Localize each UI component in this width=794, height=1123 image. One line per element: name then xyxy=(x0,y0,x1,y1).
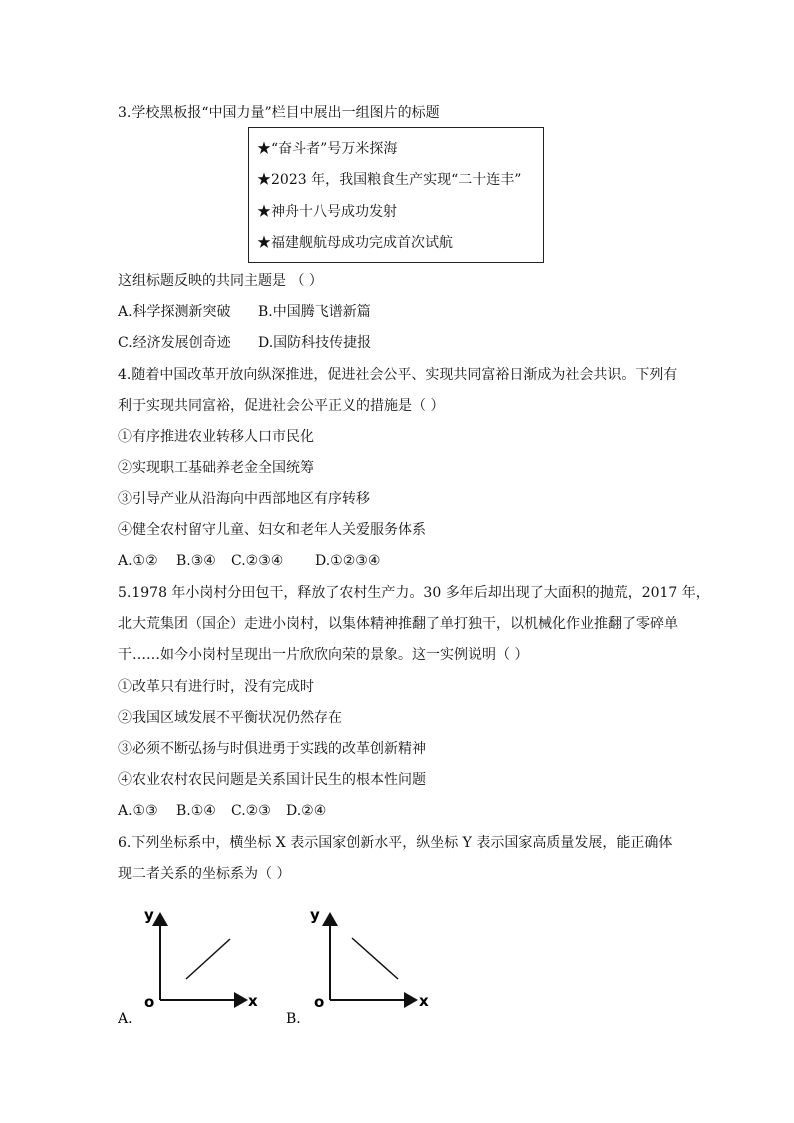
q4-item-4: ④健全农村留守儿童、妇女和老年人关爱服务体系 xyxy=(118,522,426,538)
q3-option-d[interactable]: D.国防科技传捷报 xyxy=(258,335,372,351)
q3-option-c[interactable]: C.经济发展创奇迹 xyxy=(118,335,231,351)
q3-box-item-4: ★福建舰航母成功完成首次试航 xyxy=(257,235,453,251)
q3-box-item-3: ★神舟十八号成功发射 xyxy=(257,204,397,220)
q5-option-d[interactable]: D.②④ xyxy=(286,803,327,819)
q5-stem-line-1: 5.1978 年小岗村分田包干，释放了农村生产力。30 多年后却出现了大面积的抛荒，2017 年， xyxy=(118,585,710,601)
increasing-line xyxy=(186,939,230,979)
q3-options-row-2 xyxy=(118,334,371,352)
decreasing-line xyxy=(352,938,398,979)
q5-stem-line-2: 北大荒集团（国企）走进小岗村，以集体精神推翻了单打独干，以机械化作业推翻了零碎单 xyxy=(118,616,678,632)
q5-item-2: ②我国区域发展不平衡状况仍然存在 xyxy=(118,710,342,726)
q6-graph-a xyxy=(118,900,268,1030)
q5-options xyxy=(118,802,326,820)
q5-option-b[interactable]: B.①④ xyxy=(176,803,216,819)
q4-stem-line-2: 利于实现共同富裕，促进社会公平正义的措施是（ ） xyxy=(118,398,445,414)
q5-stem-line-3: 干……如今小岗村呈现出一片欣欣向荣的景象。这一实例说明（ ） xyxy=(118,647,529,663)
q3-box-item-2: ★2023 年，我国粮食生产实现“二十连丰” xyxy=(257,172,522,188)
origin-label: o xyxy=(314,993,325,1011)
q5-item-1: ①改革只有进行时，没有完成时 xyxy=(118,679,314,695)
q6-stem-line-1: 6.下列坐标系中，横坐标 X 表示国家创新水平，纵坐标 Y 表示国家高质量发展，能正确体 xyxy=(118,835,673,851)
origin-label: o xyxy=(144,993,155,1011)
y-axis-label: y xyxy=(310,906,320,924)
x-axis-label: x xyxy=(248,992,258,1010)
q5-option-c[interactable]: C.②③ xyxy=(231,803,271,819)
q4-item-3: ③引导产业从沿海向中西部地区有序转移 xyxy=(118,491,370,507)
q4-item-1: ①有序推进农业转移人口市民化 xyxy=(118,429,314,445)
q3-stem: 3.学校黑板报“中国力量”栏目中展出一组图片的标题 xyxy=(118,105,440,121)
q5-option-a[interactable]: A.①③ xyxy=(118,803,158,819)
y-axis-label: y xyxy=(144,906,154,924)
q3-options-row-1 xyxy=(118,303,371,321)
graph-a-label[interactable]: A. xyxy=(118,1011,133,1027)
q4-option-d[interactable]: D.①②③④ xyxy=(315,553,381,569)
q5-item-4: ④农业农村农民问题是关系国计民生的根本性问题 xyxy=(118,772,426,788)
q3-question: 这组标题反映的共同主题是 （ ） xyxy=(118,273,323,289)
q4-item-2: ②实现职工基础养老金全国统筹 xyxy=(118,460,314,476)
q4-option-c[interactable]: C.②③④ xyxy=(231,553,284,569)
q3-box-item-1: ★“奋斗者”号万米探海 xyxy=(257,141,398,157)
q3-title-box xyxy=(248,127,544,263)
q6-stem-line-2: 现二者关系的坐标系为（ ） xyxy=(118,866,291,882)
x-axis-label: x xyxy=(419,992,429,1010)
q4-stem-line-1: 4.随着中国改革开放向纵深推进，促进社会公平、实现共同富裕日渐成为社会共识。下列有 xyxy=(118,367,678,383)
q6-graph-b xyxy=(286,900,446,1030)
q3-option-a[interactable]: A.科学探测新突破 xyxy=(118,304,231,320)
graph-b-label[interactable]: B. xyxy=(286,1011,301,1027)
q4-option-b[interactable]: B.③④ xyxy=(176,553,216,569)
q3-option-b[interactable]: B.中国腾飞谱新篇 xyxy=(258,304,371,320)
q5-item-3: ③必须不断弘扬与时俱进勇于实践的改革创新精神 xyxy=(118,741,426,757)
q4-option-a[interactable]: A.①② xyxy=(118,553,158,569)
q4-options xyxy=(118,552,380,570)
